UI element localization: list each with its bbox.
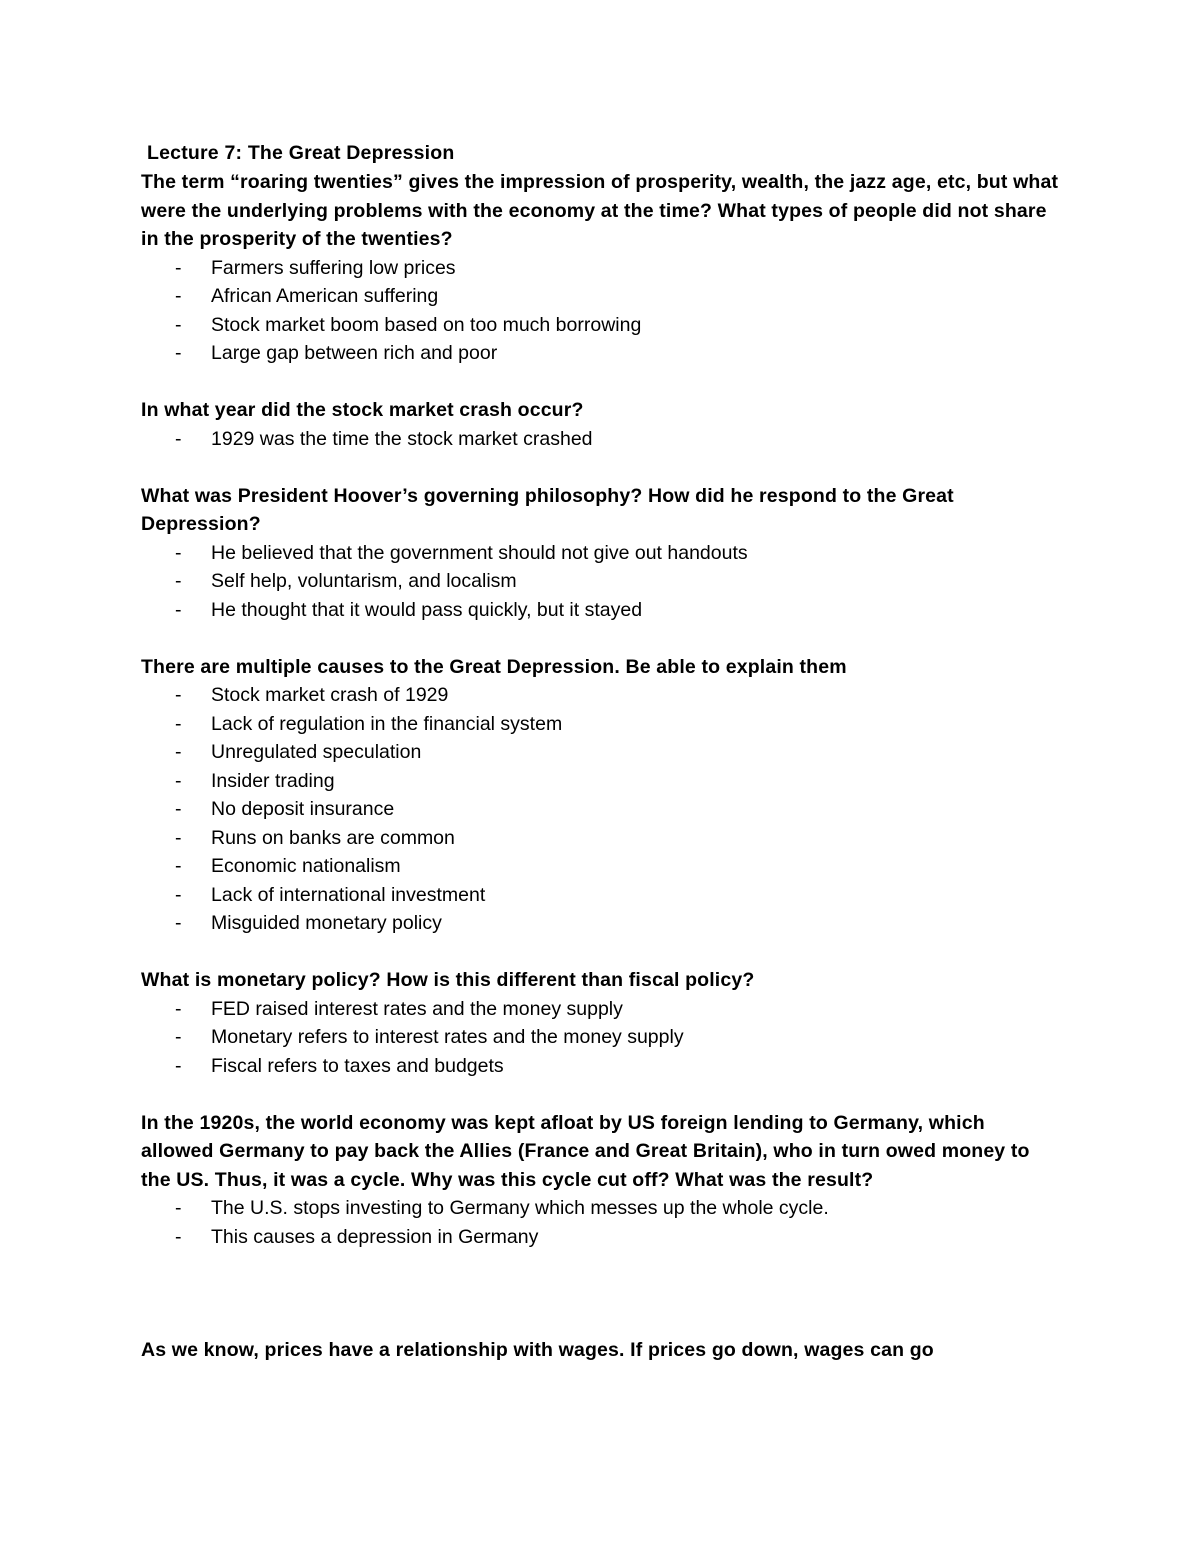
blank-line xyxy=(141,938,1061,967)
list-item-text: Large gap between rich and poor xyxy=(211,342,498,364)
answer-list xyxy=(141,681,1061,938)
list-item xyxy=(141,1223,1061,1252)
bullet-dash: - xyxy=(175,313,182,336)
list-item-text: Monetary refers to interest rates and the money supply xyxy=(211,1026,684,1048)
list-item xyxy=(141,881,1061,910)
list-item xyxy=(141,738,1061,767)
bullet-dash: - xyxy=(175,798,182,820)
bullet-dash: - xyxy=(175,769,182,792)
list-item xyxy=(141,795,1061,824)
blank-lines xyxy=(141,1251,1061,1336)
question-heading: There are multiple causes to the Great Depression. Be able to explain them xyxy=(141,655,847,678)
bullet-dash: - xyxy=(175,855,182,877)
bullet-dash: - xyxy=(175,285,182,307)
section-hoover xyxy=(141,482,1061,625)
blank-line xyxy=(141,1080,1061,1109)
list-item xyxy=(141,995,1061,1024)
list-item-text: Stock market crash of 1929 xyxy=(211,684,449,706)
section-prices-wages xyxy=(141,1336,1061,1365)
bullet-dash: - xyxy=(175,741,182,763)
bullet-dash: - xyxy=(175,826,182,849)
list-item xyxy=(141,824,1061,853)
list-item-text: FED raised interest rates and the money supply xyxy=(211,997,623,1020)
question-heading: In what year did the stock market crash occur? xyxy=(141,399,584,421)
bullet-dash: - xyxy=(175,598,182,621)
list-item-text: Insider trading xyxy=(211,769,335,792)
list-item xyxy=(141,282,1061,311)
bullet-dash: - xyxy=(175,427,182,450)
list-item-text: He thought that it would pass quickly, but it stayed xyxy=(211,598,643,621)
question-heading: As we know, prices have a relationship with wages. If prices go down, wages can go xyxy=(141,1339,934,1361)
blank-line xyxy=(141,453,1061,482)
list-item xyxy=(141,1194,1061,1223)
list-item-text: This causes a depression in Germany xyxy=(211,1225,539,1248)
bullet-dash: - xyxy=(175,1026,182,1048)
blank-line xyxy=(141,368,1061,397)
list-item-text: He believed that the government should not give out handouts xyxy=(211,541,748,564)
bullet-dash: - xyxy=(175,1225,182,1248)
list-item xyxy=(141,1023,1061,1052)
section-monetary-policy xyxy=(141,966,1061,1080)
list-item xyxy=(141,567,1061,596)
bullet-dash: - xyxy=(175,256,182,279)
list-item-text: Unregulated speculation xyxy=(211,741,422,763)
list-item xyxy=(141,681,1061,710)
question-heading: The term “roaring twenties” gives the impression of prosperity, wealth, the jazz age, etc, but what were the underlying problems with the economy at the time? What types of people did not share in the prosperity of the twenties? xyxy=(141,171,1059,250)
list-item xyxy=(141,311,1061,340)
list-item xyxy=(141,767,1061,796)
section-roaring-twenties xyxy=(141,168,1061,368)
list-item xyxy=(141,254,1061,283)
bullet-dash: - xyxy=(175,997,182,1020)
document-page xyxy=(141,139,1061,1365)
lecture-title: Lecture 7: The Great Depression xyxy=(147,142,455,164)
bullet-dash: - xyxy=(175,1054,182,1077)
list-item-text: Runs on banks are common xyxy=(211,826,455,849)
question-heading: What is monetary policy? How is this different than fiscal policy? xyxy=(141,969,755,991)
list-item-text: Misguided monetary policy xyxy=(211,912,442,934)
bullet-dash: - xyxy=(175,342,182,364)
section-causes xyxy=(141,653,1061,938)
bullet-dash: - xyxy=(175,1197,182,1219)
bullet-dash: - xyxy=(175,883,182,906)
answer-list xyxy=(141,539,1061,625)
list-item xyxy=(141,1052,1061,1081)
bullet-dash: - xyxy=(175,912,182,934)
list-item-text: Self help, voluntarism, and localism xyxy=(211,570,517,592)
list-item-text: Farmers suffering low prices xyxy=(211,256,456,279)
list-item-text: Lack of regulation in the financial system xyxy=(211,712,563,735)
answer-list xyxy=(141,1194,1061,1251)
list-item-text: Lack of international investment xyxy=(211,883,486,906)
list-item-text: African American suffering xyxy=(211,285,439,307)
bullet-dash: - xyxy=(175,541,182,564)
list-item xyxy=(141,425,1061,454)
section-crash-year xyxy=(141,396,1061,453)
list-item xyxy=(141,596,1061,625)
list-item-text: Economic nationalism xyxy=(211,855,401,877)
list-item-text: 1929 was the time the stock market crashed xyxy=(211,427,593,450)
list-item-text: The U.S. stops investing to Germany which messes up the whole cycle. xyxy=(211,1197,829,1219)
list-item xyxy=(141,909,1061,938)
list-item xyxy=(141,339,1061,368)
list-item-text: Fiscal refers to taxes and budgets xyxy=(211,1054,504,1077)
list-item-text: Stock market boom based on too much borrowing xyxy=(211,313,642,336)
answer-list xyxy=(141,425,1061,454)
list-item-text: No deposit insurance xyxy=(211,798,395,820)
bullet-dash: - xyxy=(175,712,182,735)
bullet-dash: - xyxy=(175,570,182,592)
list-item xyxy=(141,539,1061,568)
bullet-dash: - xyxy=(175,684,182,706)
list-item xyxy=(141,852,1061,881)
blank-line xyxy=(141,624,1061,653)
answer-list xyxy=(141,254,1061,368)
list-item xyxy=(141,710,1061,739)
question-heading: What was President Hoover’s governing philosophy? How did he respond to the Great Depression? xyxy=(141,484,954,535)
question-heading: In the 1920s, the world economy was kept afloat by US foreign lending to Germany, which allowed Germany to pay back the Allies (France and Great Britain), who in turn owed money to the US. Thus, it was a cycle. Why was this cycle cut off? What was the result? xyxy=(141,1111,1030,1191)
answer-list xyxy=(141,995,1061,1081)
section-foreign-lending xyxy=(141,1109,1061,1252)
